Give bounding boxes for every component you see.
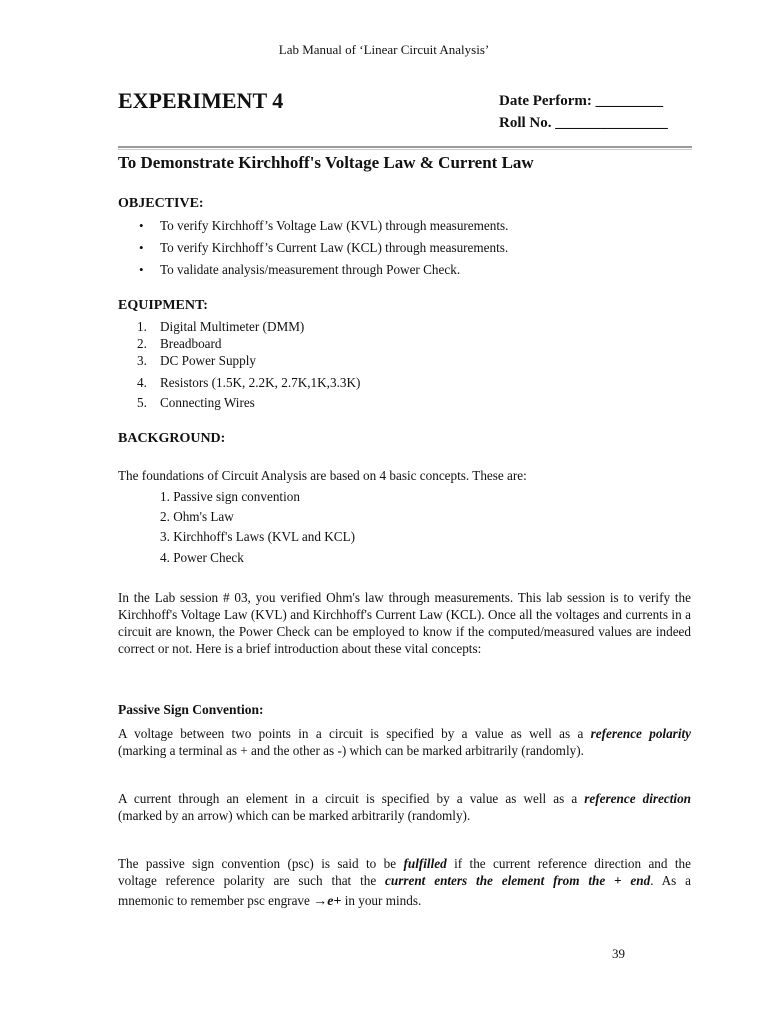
background-heading: BACKGROUND: [118,431,226,446]
equipment-item: Connecting Wires [160,395,255,410]
bullet-icon: • [139,262,144,277]
psc-text: A current through an element in a circuit is specified by a value as well as a [118,791,585,806]
background-paragraph: In the Lab session # 03, you verified Ohm's law through measurements. This lab session is to verify the Kirchhoff's Voltage Law (KVL) and Kirchhoff's Current Law (KCL). Once all the voltages and currents in a circuit are known, the Power Check can be employed to know if the computed/measured values are indeed correct or not. Here is a brief introduction about these vital concepts: [118,590,691,656]
emphasis-reference-direction: reference direction [584,791,692,806]
equipment-item: DC Power Supply [160,353,256,368]
psc-text: . As a [650,873,692,888]
roll-no-field: Roll No. _______________ [499,115,668,131]
date-perform-field: Date Perform: _________ [499,93,664,109]
psc-text: A voltage between two points in a circuit is specified by a value as well as a [118,726,591,741]
background-intro: The foundations of Circuit Analysis are based on 4 basic concepts. These are: [118,468,527,483]
experiment-title: EXPERIMENT 4 [118,88,284,113]
psc-text: if the current reference direction and the [446,856,691,871]
concept-item: 1. Passive sign convention [160,489,300,504]
bullet-icon: • [139,240,144,255]
equipment-number: 4. [137,375,147,390]
psc-text: mnemonic to remember psc engrave [118,893,314,908]
equipment-item: Breadboard [160,336,222,351]
experiment-topic: To Demonstrate Kirchhoff's Voltage Law & Current Law [118,153,534,172]
header-divider [118,146,692,148]
emphasis-current-enters: current enters the element from the + end [385,873,651,888]
psc-text: (marking a terminal as + and the other as -) which can be marked arbitrarily (randomly). [118,743,584,758]
objective-item: To validate analysis/measurement through Power Check. [160,262,461,277]
header-divider-thin [118,149,692,150]
psc-paragraph-3 [118,855,691,910]
concept-item: 4. Power Check [160,550,244,565]
equipment-item: Digital Multimeter (DMM) [160,319,305,334]
equipment-number: 5. [137,395,147,410]
equipment-number: 2. [137,336,147,351]
emphasis-reference-polarity: reference polarity [590,726,691,741]
mnemonic-arrow: →e+ [313,894,342,909]
equipment-number: 1. [137,319,147,334]
concept-item: 2. Ohm's Law [160,509,234,524]
equipment-heading: EQUIPMENT: [118,298,208,313]
equipment-number: 3. [137,353,147,368]
psc-text: in your minds. [341,893,422,908]
psc-heading: Passive Sign Convention: [118,702,264,717]
psc-text: (marked by an arrow) which can be marked arbitrarily (randomly). [118,808,471,823]
equipment-item: Resistors (1.5K, 2.2K, 2.7K,1K,3.3K) [160,375,361,390]
objective-heading: OBJECTIVE: [118,196,204,211]
psc-paragraph-2 [118,790,691,824]
objective-item: To verify Kirchhoff’s Voltage Law (KVL) through measurements. [160,218,509,233]
psc-text: The passive sign convention (psc) is said to be [118,856,404,871]
concept-item: 3. Kirchhoff's Laws (KVL and KCL) [160,529,356,544]
page-number: 39 [612,946,625,961]
psc-text: voltage reference polarity are such that the [118,873,386,888]
objective-item: To verify Kirchhoff’s Current Law (KCL) through measurements. [160,240,509,255]
bullet-icon: • [139,218,144,233]
running-header: Lab Manual of ‘Linear Circuit Analysis’ [278,42,490,57]
psc-paragraph-1 [118,725,691,759]
emphasis-fulfilled: fulfilled [403,856,447,871]
